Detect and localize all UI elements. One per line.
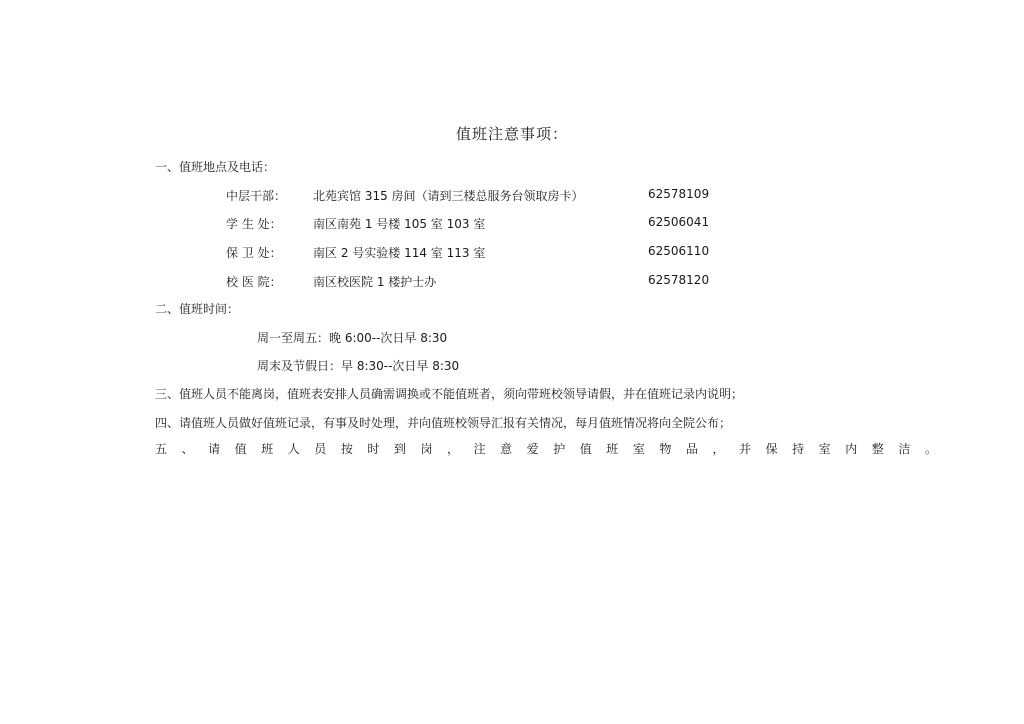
contact-phone: 62578120 — [648, 273, 710, 287]
section-3-text: 三、值班人员不能离岗，值班表安排人员确需调换或不能值班者，须向带班校领导请假，并在值班记录内说明； — [155, 387, 744, 401]
contact-label: 保 卫 处： — [226, 246, 282, 260]
contact-phone: 62578109 — [648, 187, 710, 201]
section-5-char: 室 — [818, 442, 831, 456]
contact-location: 南区 2 号实验楼 114 室 113 室 — [313, 246, 486, 260]
section-5-char: 岗 — [420, 442, 433, 456]
section-5-char: 班 — [261, 442, 274, 456]
section-5-char: 室 — [632, 442, 645, 456]
contact-label: 学 生 处： — [226, 217, 282, 231]
contact-location: 南区校医院 1 楼护士办 — [313, 275, 437, 289]
section-5-char: 员 — [314, 442, 327, 456]
section-5-char: 爱 — [526, 442, 539, 456]
section-5-char: 到 — [393, 442, 406, 456]
contact-phone: 62506110 — [648, 244, 710, 258]
section-5-char: 、 — [181, 442, 194, 456]
section-2-heading: 二、值班时间： — [155, 302, 240, 316]
contact-label: 中层干部： — [226, 189, 287, 203]
contact-label: 校 医 院： — [226, 275, 282, 289]
section-5-char: 人 — [287, 442, 300, 456]
section-5-char: 内 — [845, 442, 858, 456]
section-5-char: 值 — [234, 442, 247, 456]
section-5-char: 洁 — [898, 442, 911, 456]
section-5-char: 保 — [765, 442, 778, 456]
section-5-char: 五 — [155, 442, 168, 456]
duty-time-weekday: 周一至周五：晚 6:00--次日早 8:30 — [257, 331, 448, 345]
section-4-text: 四、请值班人员做好值班记录，有事及时处理，并向值班校领导汇报有关情况，每月值班情况将向全院公布； — [155, 416, 732, 430]
section-5-char: 意 — [500, 442, 513, 456]
section-5-char: 请 — [208, 442, 221, 456]
section-5-char: 注 — [473, 442, 486, 456]
section-5-char: 班 — [606, 442, 619, 456]
section-5-char: 并 — [739, 442, 752, 456]
section-5-char: 整 — [871, 442, 884, 456]
contact-location: 北苑宾馆 315 房间（请到三楼总服务台领取房卡） — [313, 189, 584, 203]
section-5-char: ， — [712, 442, 725, 456]
section-5-char: 物 — [659, 442, 672, 456]
contact-location: 南区南苑 1 号楼 105 室 103 室 — [313, 217, 486, 231]
section-5-char: ， — [447, 442, 460, 456]
section-5-char: 。 — [924, 442, 937, 456]
section-5-text — [155, 440, 937, 457]
section-5-char: 护 — [553, 442, 566, 456]
contact-phone: 62506041 — [648, 215, 710, 229]
section-5-char: 时 — [367, 442, 380, 456]
page-title: 值班注意事项： — [455, 125, 568, 143]
section-5-char: 品 — [685, 442, 698, 456]
section-5-char: 值 — [579, 442, 592, 456]
section-5-char: 持 — [792, 442, 805, 456]
duty-time-weekend: 周末及节假日：早 8:30--次日早 8:30 — [257, 359, 460, 373]
section-1-heading: 一、值班地点及电话： — [155, 160, 276, 174]
section-5-char: 按 — [340, 442, 353, 456]
